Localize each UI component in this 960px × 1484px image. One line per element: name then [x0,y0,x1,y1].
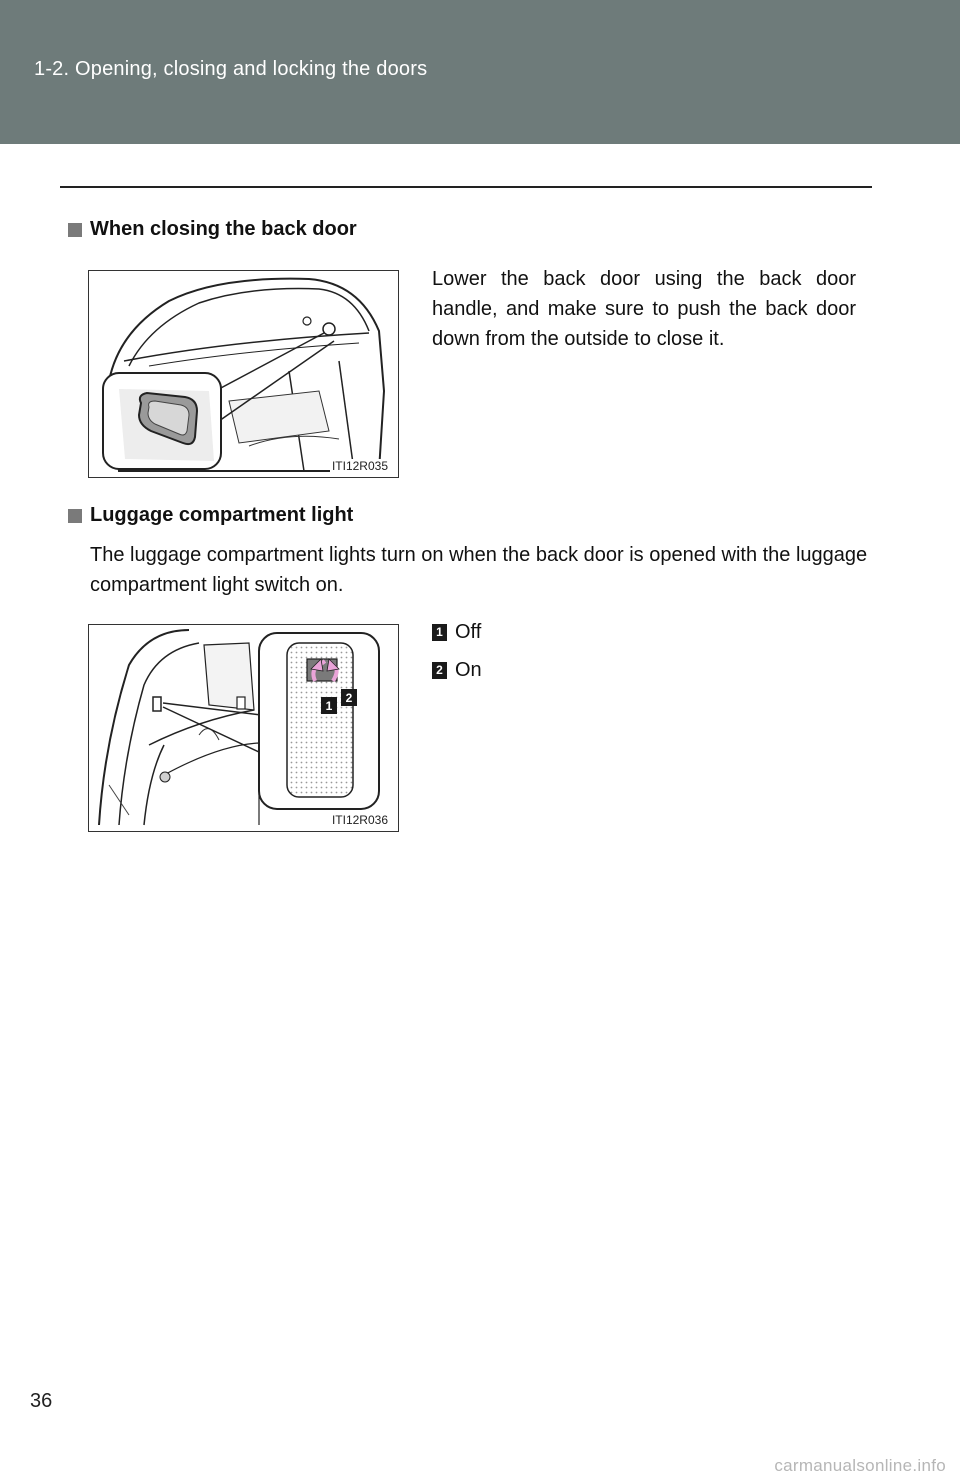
divider-rule [60,186,872,188]
figure-code: ITI12R036 [331,813,388,827]
legend-item-on [432,659,482,682]
section-title: 1-2. Opening, closing and locking the doors [34,58,428,80]
legend-item-off [432,621,481,644]
number-badge-icon: 1 [432,624,447,641]
heading-luggage-light [68,504,353,527]
heading-text: Luggage compartment light [90,504,354,526]
fig-label-2: 2 [345,691,353,705]
legend-label: Off [455,621,482,643]
square-bullet-icon [68,509,82,523]
figure-code: ITI12R035 [331,459,388,473]
heading-text: When closing the back door [90,218,357,240]
back-door-illustration [89,271,398,477]
figure-back-door-handle [88,270,399,478]
page-number: 36 [30,1390,53,1412]
watermark: carmanualsonline.info [774,1456,946,1475]
square-bullet-icon [68,223,82,237]
fig-label-1: 1 [325,699,333,713]
legend-label: On [455,659,482,681]
heading-closing-back-door [68,218,357,241]
closing-instructions-text: Lower the back door using the back door handle, and make sure to push the back door down from the outside to close it. [432,268,856,350]
figure-light-switch [88,624,399,832]
luggage-compartment-illustration [89,625,398,831]
number-badge-icon: 2 [432,662,447,679]
luggage-light-description: The luggage compartment lights turn on when the back door is opened with the luggage compartment light switch on. [90,544,868,596]
